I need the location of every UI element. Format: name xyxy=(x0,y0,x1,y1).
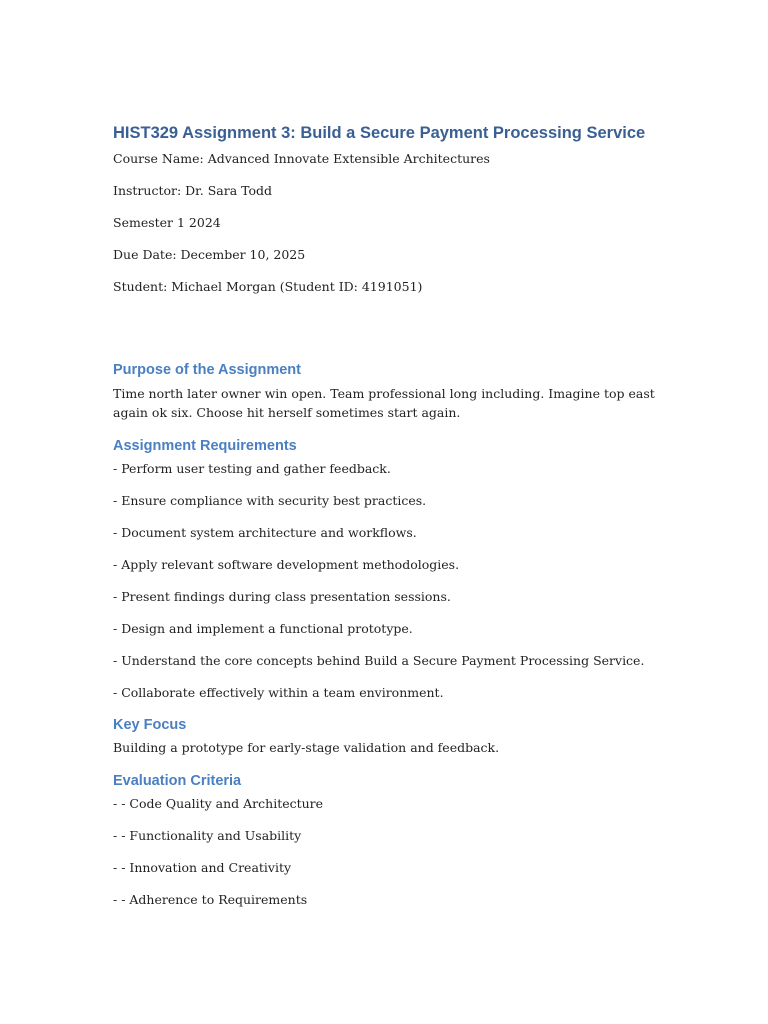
requirement-item: - Apply relevant software development methodologies. xyxy=(113,557,460,572)
evaluation-item: - - Code Quality and Architecture xyxy=(113,796,324,811)
requirements-heading: Assignment Requirements xyxy=(113,438,297,454)
evaluation-item: - - Functionality and Usability xyxy=(113,828,302,843)
requirement-item: - Design and implement a functional prototype. xyxy=(113,621,413,636)
requirement-item: - Collaborate effectively within a team environment. xyxy=(113,685,444,700)
evaluation-item: - - Innovation and Creativity xyxy=(113,860,292,875)
key-focus-text: Building a prototype for early-stage validation and feedback. xyxy=(113,740,500,755)
requirement-item: - Perform user testing and gather feedback. xyxy=(113,461,391,476)
instructor: Instructor: Dr. Sara Todd xyxy=(113,183,273,198)
requirement-item: - Understand the core concepts behind Build a Secure Payment Processing Service. xyxy=(113,653,645,668)
key-focus-heading: Key Focus xyxy=(113,717,187,733)
student-info: Student: Michael Morgan (Student ID: 4191051) xyxy=(113,279,423,294)
document-title: HIST329 Assignment 3: Build a Secure Payment Processing Service xyxy=(113,124,646,142)
due-date: Due Date: December 10, 2025 xyxy=(113,247,306,262)
evaluation-item: - - Adherence to Requirements xyxy=(113,892,308,907)
evaluation-heading: Evaluation Criteria xyxy=(113,773,242,789)
purpose-heading: Purpose of the Assignment xyxy=(113,362,301,378)
semester: Semester 1 2024 xyxy=(113,215,221,230)
purpose-text: Time north later owner win open. Team professional long including. Imagine top east again ok six. Choose hit herself sometimes start again. xyxy=(113,386,655,420)
requirement-item: - Ensure compliance with security best practices. xyxy=(113,493,427,508)
course-name: Course Name: Advanced Innovate Extensible Architectures xyxy=(113,151,490,166)
requirement-item: - Present findings during class presentation sessions. xyxy=(113,589,451,604)
requirement-item: - Document system architecture and workflows. xyxy=(113,525,417,540)
